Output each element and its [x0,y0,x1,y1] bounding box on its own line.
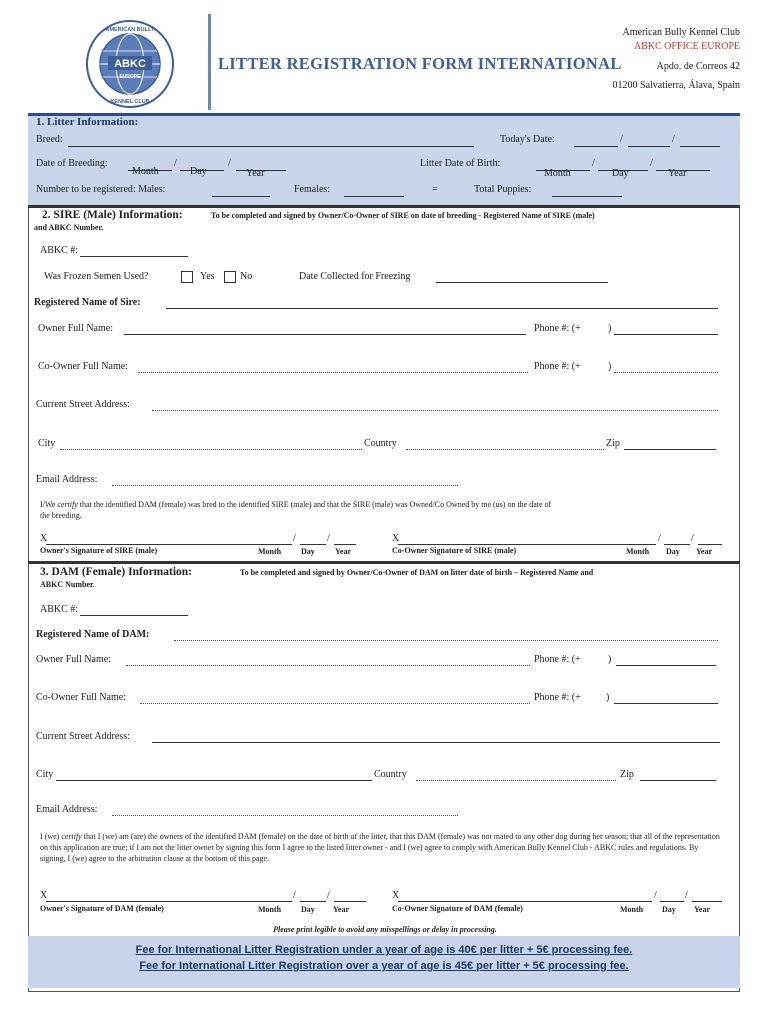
club-info [613,26,740,93]
breed-label: Breed: [36,134,63,145]
dam-owner-label: Owner Full Name: [36,654,111,665]
address-line-2: 01200 Salvatierra, Álava, Spain [612,80,740,91]
dam-abkc-field[interactable] [80,615,188,616]
dam-owner-sig-day: Day [301,905,315,914]
todays-date-year-field[interactable] [680,146,720,147]
sire-owner-sig-caption: Owner's Signature of SIRE (male) [40,546,158,555]
breeding-day-caption: Day [190,166,207,177]
sire-owner-sig-month: Month [258,547,282,556]
dob-month-caption: Month [544,168,571,179]
sire-owner-phone-field[interactable] [614,334,718,335]
dam-country-field[interactable] [416,780,616,781]
litter-dob-label: Litter Date of Birth: [420,158,501,169]
dam-heading: 3. DAM (Female) Information: [40,566,193,578]
frozen-semen-label: Was Frozen Semen Used? [44,271,149,282]
dam-owner-phone-label: Phone #: (+ [534,654,581,665]
dam-co-owner-sig-month: Month [620,905,644,914]
total-puppies-label: Total Puppies: [474,184,532,195]
dam-instructions: To be completed and signed by Owner/Co-Owner of DAM on litter date of birth – Registered Name and [240,568,594,577]
sire-owner-sig-year: Year [335,547,351,556]
dam-co-owner-sig-day-field[interactable] [660,901,684,902]
dam-owner-phone-field[interactable] [616,665,716,666]
date-collected-field[interactable] [436,282,608,283]
females-field[interactable] [344,196,404,197]
address-line-1: Apdo. de Correos 42 [656,61,740,72]
todays-date-label: Today's Date: [500,134,555,145]
sire-city-label: City [38,438,56,449]
dam-country-label: Country [374,769,407,780]
sire-instructions-2: and ABKC Number. [34,223,104,232]
dam-city-label: City [36,769,54,780]
sire-owner-field[interactable] [124,334,526,335]
sire-country-label: Country [364,438,397,449]
svg-text:EUROPE: EUROPE [119,74,141,80]
dam-city-field[interactable] [56,780,372,781]
dam-abkc-label: ABKC #: [40,604,79,615]
males-field[interactable] [212,196,270,197]
sire-certification: I/We certify that the identified DAM (female) was bred to the identified SIRE (male) and that the SIRE (male) was Owned/Co Owned by me (us) on the date of the breeding. [40,500,552,520]
dob-year-caption: Year [668,168,687,179]
dam-owner-field[interactable] [126,665,530,666]
sire-co-owner-sig-year-field[interactable] [698,544,722,545]
sire-co-owner-signature-field[interactable] [398,544,656,545]
sire-owner-label: Owner Full Name: [38,323,113,334]
svg-text:AMERICAN BULLY: AMERICAN BULLY [105,27,155,33]
sire-abkc-label: ABKC #: [40,245,79,256]
sire-city-field[interactable] [60,449,362,450]
date-collected-label: Date Collected for Freezing [299,271,411,282]
dam-co-owner-x: X [392,890,400,901]
sire-email-label: Email Address: [36,474,98,485]
frozen-no-checkbox[interactable] [224,271,236,283]
sire-co-owner-sig-caption: Co-Owner Signature of SIRE (male) [392,546,517,555]
dam-co-owner-signature-field[interactable] [398,901,652,902]
dam-owner-sig-year-field[interactable] [334,901,366,902]
svg-text:ABKC: ABKC [114,58,146,70]
sire-co-owner-sig-day: Day [666,547,680,556]
sire-top-rule [28,205,740,208]
sire-owner-x: X [40,533,48,544]
sire-zip-label: Zip [606,438,620,449]
form-header [0,0,770,112]
sire-co-owner-x: X [392,533,400,544]
todays-date-day-field[interactable] [628,146,670,147]
sire-co-owner-label: Co-Owner Full Name: [38,361,128,372]
dam-co-owner-sig-year: Year [694,905,710,914]
dam-co-owner-phone-label: Phone #: (+ [534,692,581,703]
equals-sign: = [432,184,438,195]
sire-owner-signature-field[interactable] [46,544,292,545]
dam-co-owner-sig-day: Day [662,905,676,914]
sire-co-owner-sig-day-field[interactable] [664,544,690,545]
litter-heading: 1. Litter Information: [36,116,139,128]
dam-co-owner-field[interactable] [140,703,530,704]
sire-country-field[interactable] [406,449,604,450]
dam-owner-sig-day-field[interactable] [300,901,326,902]
abkc-logo [86,20,174,108]
dam-owner-sig-year: Year [333,905,349,914]
dam-zip-field[interactable] [640,780,716,781]
dam-zip-label: Zip [620,769,634,780]
dob-day-caption: Day [612,168,629,179]
dam-street-field[interactable] [152,742,720,743]
dam-owner-signature-field[interactable] [46,901,292,902]
header-divider [208,14,211,110]
dam-registered-name-label: Registered Name of DAM: [36,629,150,640]
breeding-year-caption: Year [246,168,265,179]
dam-owner-x: X [40,890,48,901]
sire-owner-phone-label: Phone #: (+ [534,323,581,334]
breed-field[interactable] [68,146,474,147]
sire-co-owner-phone-label: Phone #: (+ [534,361,581,372]
legibility-note: Please print legible to avoid any misspellings or delay in processing. [273,925,497,934]
club-name: American Bully Kennel Club [622,27,740,38]
dam-owner-sig-month: Month [258,905,282,914]
fee-over-year: Fee for International Litter Registration over a year of age is 45€ per litter + 5€ processing fee. [139,960,629,972]
sire-abkc-field[interactable] [80,256,188,257]
office-name: ABKC OFFICE EUROPE [633,41,740,52]
dam-email-label: Email Address: [36,804,98,815]
sire-instructions: To be completed and signed by Owner/Co-Owner of SIRE on date of breeding - Registered Name of SIRE (male) [211,211,595,220]
svg-text:KENNEL CLUB: KENNEL CLUB [110,99,150,105]
sire-owner-sig-day-field[interactable] [300,544,326,545]
sire-street-label: Current Street Address: [36,399,130,410]
sire-zip-field[interactable] [624,449,716,450]
todays-date-month-field[interactable] [574,146,618,147]
sire-co-owner-field[interactable] [138,372,528,373]
sire-street-field[interactable] [152,410,718,411]
total-puppies-field[interactable] [552,196,622,197]
dam-co-owner-phone-field[interactable] [614,703,718,704]
females-label: Females: [294,184,331,195]
dam-top-rule [28,561,740,564]
number-registered-label: Number to be registered: Males: [36,184,166,195]
frozen-yes-label: Yes [200,271,215,282]
date-of-breeding-label: Date of Breeding: [36,158,108,169]
sire-registered-name-label: Registered Name of Sire: [34,297,141,308]
sire-co-owner-sig-year: Year [696,547,712,556]
form-title: LITTER REGISTRATION FORM INTERNATIONAL [218,54,622,73]
frozen-yes-checkbox[interactable] [181,271,193,283]
dam-registered-name-field[interactable] [174,640,718,641]
fee-under-year: Fee for International Litter Registration under a year of age is 40€ per litter + 5€ processing fee. [135,944,633,956]
dam-street-label: Current Street Address: [36,731,130,742]
dam-certification: I (we) certify that I (we) am (are) the owners of the identified DAM (female) on the date of birth of the litter, that this DAM (female) was not mated to any other dog during her season; that all of the representation on this application are true; if I am not the litter owner by signing this form I agree to the listed litter owner - and I (we) agree to comply with American Bully Kennel Club - ABKC rules and regulations. By signing, I (we) agree to the arbitration clause at the bottom of this page. [40,832,720,863]
dam-instructions-2: ABKC Number. [40,580,95,589]
dam-co-owner-sig-caption: Co-Owner Signature of DAM (female) [392,904,523,913]
sire-co-owner-sig-month: Month [626,547,650,556]
dam-owner-sig-caption: Owner's Signature of DAM (female) [40,904,164,913]
sire-registered-name-field[interactable] [166,308,718,309]
sire-co-owner-phone-field[interactable] [614,372,718,373]
sire-heading: 2. SIRE (Male) Information: [42,209,183,221]
sire-owner-sig-day: Day [301,547,315,556]
breeding-month-caption: Month [132,166,159,177]
dam-co-owner-label: Co-Owner Full Name: [36,692,126,703]
sire-email-field[interactable] [112,485,458,486]
frozen-no-label: No [240,271,253,282]
sire-owner-sig-year-field[interactable] [334,544,356,545]
dam-email-field[interactable] [112,815,458,816]
dam-co-owner-sig-year-field[interactable] [692,901,722,902]
